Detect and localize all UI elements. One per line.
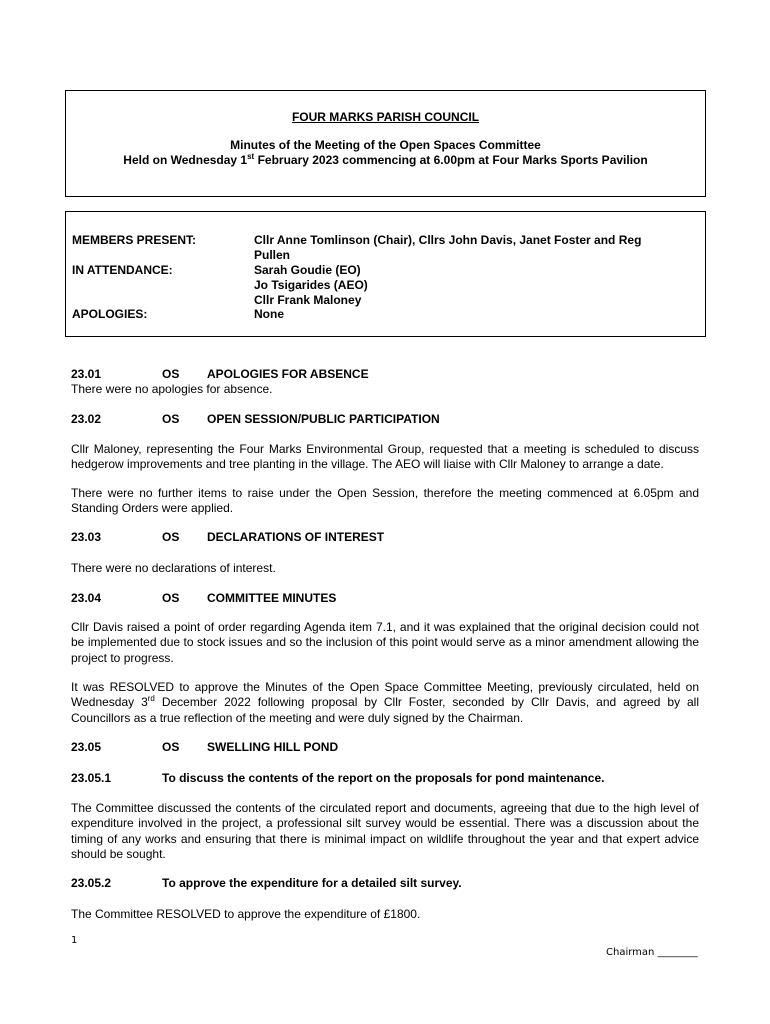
in-attendance-label: IN ATTENDANCE: bbox=[72, 263, 173, 277]
page-number: 1 bbox=[71, 935, 78, 946]
apologies-value: None bbox=[254, 307, 284, 321]
item-code: OS bbox=[162, 740, 180, 754]
item-title: APOLOGIES FOR ABSENCE bbox=[207, 367, 369, 381]
subitem-text: The Committee RESOLVED to approve the expenditure of £1800. bbox=[71, 907, 421, 921]
members-present-line2: Pullen bbox=[254, 248, 291, 262]
item-paragraph: It was RESOLVED to approve the Minutes of the Open Space Committee Meeting, previously circulated, held on Wednesday 3rd December 2022 following proposal by Cllr Foster, seconded by Cllr Davis, and agreed by all Councillors as a true reflection of the meeting and were duly signed by the Chairman. bbox=[71, 680, 700, 725]
meeting-held-line: Held on Wednesday 1st February 2023 commencing at 6.00pm at Four Marks Sports Pavilion bbox=[123, 152, 648, 167]
subitem-title: To approve the expenditure for a detailed silt survey. bbox=[162, 876, 462, 890]
members-present-line1: Cllr Anne Tomlinson (Chair), Cllrs John Davis, Janet Foster and Reg bbox=[254, 233, 642, 247]
item-title: SWELLING HILL POND bbox=[207, 740, 339, 754]
item-number: 23.03 bbox=[71, 530, 102, 544]
attendee: Cllr Frank Maloney bbox=[254, 293, 362, 307]
item-code: OS bbox=[162, 367, 180, 381]
item-number: 23.01 bbox=[71, 367, 102, 381]
item-code: OS bbox=[162, 412, 180, 426]
chairman-label: Chairman bbox=[606, 947, 655, 958]
item-text: There were no declarations of interest. bbox=[71, 561, 276, 575]
subitem-text: The Committee discussed the contents of the circulated report and documents, agreeing that due to the high level of expenditure involved in the project, a professional silt survey would be essential. There was a discussion about the timing of any works and ensuring that there is minimal impact on wildlife throughout the year and that expert advice should be sought. bbox=[71, 801, 699, 861]
item-title: OPEN SESSION/PUBLIC PARTICIPATION bbox=[207, 412, 440, 426]
attendee: Jo Tsigarides (AEO) bbox=[254, 278, 368, 292]
item-paragraph: Cllr Maloney, representing the Four Marks Environmental Group, requested that a meeting is scheduled to discuss hedgerow improvements and tree planting in the village. The AEO will liaise with Cllr Maloney to arrange a date. bbox=[71, 442, 699, 472]
item-number: 23.02 bbox=[71, 412, 102, 426]
item-paragraph: Cllr Davis raised a point of order regarding Agenda item 7.1, and it was explained that the original decision could not be implemented due to stock issues and so the inclusion of this point would serve as a minor amendment allowing the project to progress. bbox=[71, 620, 699, 665]
item-code: OS bbox=[162, 530, 180, 544]
chairman-signature bbox=[606, 947, 698, 958]
subitem-title: To discuss the contents of the report on the proposals for pond maintenance. bbox=[162, 771, 605, 785]
item-number: 23.05 bbox=[71, 740, 102, 754]
attendee: Sarah Goudie (EO) bbox=[254, 263, 361, 277]
minutes-title: Minutes of the Meeting of the Open Spaces Committee bbox=[230, 138, 541, 152]
council-title: FOUR MARKS PARISH COUNCIL bbox=[291, 110, 480, 124]
subitem-number: 23.05.2 bbox=[71, 876, 112, 890]
item-paragraph: There were no further items to raise under the Open Session, therefore the meeting commenced at 6.05pm and Standing Orders were applied. bbox=[71, 486, 699, 516]
signature-line: ________ bbox=[657, 947, 698, 958]
header-box bbox=[65, 90, 706, 197]
item-title: DECLARATIONS OF INTEREST bbox=[207, 530, 385, 544]
subitem-number: 23.05.1 bbox=[71, 771, 112, 785]
item-code: OS bbox=[162, 591, 180, 605]
item-text: There were no apologies for absence. bbox=[71, 382, 273, 396]
item-number: 23.04 bbox=[71, 591, 102, 605]
members-present-label: MEMBERS PRESENT: bbox=[72, 233, 197, 247]
attendance-box bbox=[65, 211, 706, 337]
apologies-label: APOLOGIES: bbox=[72, 307, 148, 321]
item-title: COMMITTEE MINUTES bbox=[207, 591, 337, 605]
